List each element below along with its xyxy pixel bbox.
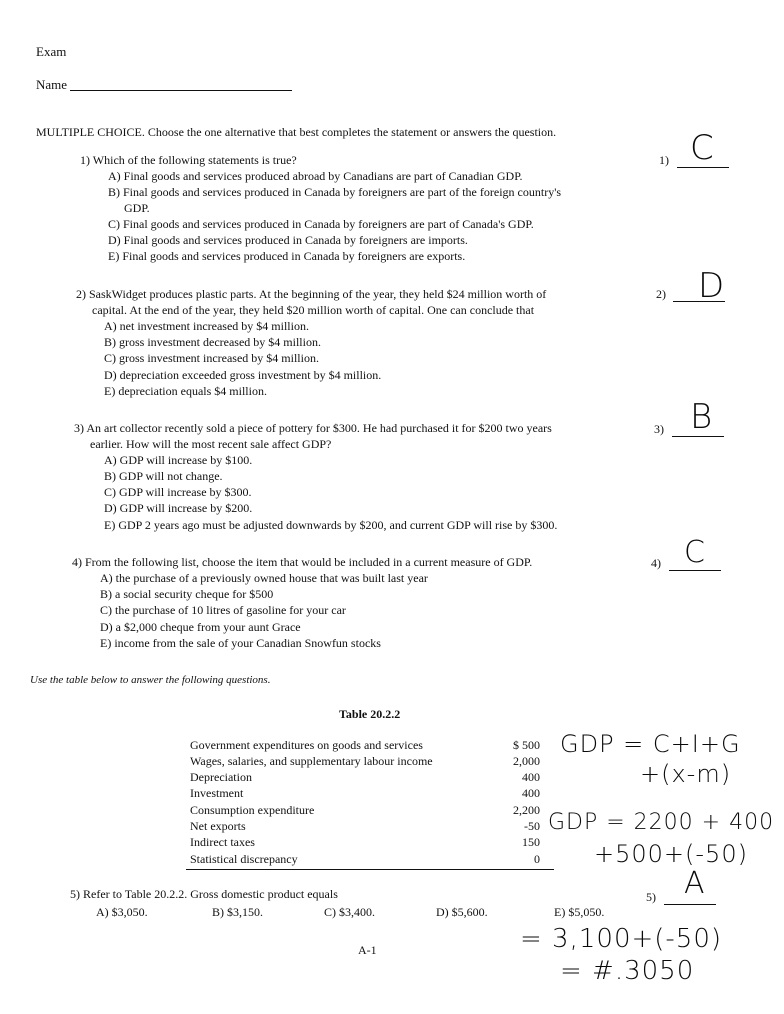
q5-handwritten-answer: A [684,866,706,901]
q5-option-e: E) $5,050. [554,905,605,919]
q3-option-a: A) GDP will increase by $100. [104,453,253,467]
table-row-value: -50 [524,819,540,833]
q1-option-d: D) Final goods and services produced in Canada by foreigners are imports. [108,233,468,247]
q3-option-e: E) GDP 2 years ago must be adjusted downwards by $200, and current GDP will rise by $300. [104,518,558,532]
q4-option-e: E) income from the sale of your Canadian Snowfun stocks [100,636,381,650]
table-row-label: Statistical discrepancy [190,852,298,866]
table-row-label: Investment [190,786,244,800]
table-row-value: 150 [522,835,540,849]
handwritten-note-gdp-formula: GDP = C+I+G [560,730,741,758]
q4-option-c: C) the purchase of 10 litres of gasoline for your car [100,603,346,617]
table-row-label: Net exports [190,819,246,833]
q4-option-d: D) a $2,000 cheque from your aunt Grace [100,620,301,634]
page-number: A-1 [358,943,377,957]
instructions: MULTIPLE CHOICE. Choose the one alternative that best completes the statement or answers the question. [36,125,557,139]
q2-option-a: A) net investment increased by $4 million. [104,319,309,333]
q4-answer-line[interactable] [669,570,721,571]
name-label: Name [36,77,68,92]
q1-number: 1) [659,153,669,167]
handwritten-note-subtotal: = 3,100+(-50) [520,924,723,954]
q2-stem-line1: 2) SaskWidget produces plastic parts. At the beginning of the year, they held $24 million worth of [76,287,547,301]
table-row-value: 400 [522,786,540,800]
q5-answer-line[interactable] [664,904,716,905]
table-bottom-rule [186,869,554,870]
q3-option-c: C) GDP will increase by $300. [104,485,252,499]
q1-option-b: B) Final goods and services produced in Canada by foreigners are part of the foreign country's [108,185,562,199]
q1-option-b-cont: GDP. [124,201,150,215]
q4-option-b: B) a social security cheque for $500 [100,587,274,601]
table-row-value: 400 [522,770,540,784]
table-row-value: 0 [534,852,540,866]
q1-handwritten-answer: C [690,128,715,168]
table-intro: Use the table below to answer the following questions. [30,674,271,686]
table-row-label: Wages, salaries, and supplementary labour income [190,754,433,768]
q3-option-b: B) GDP will not change. [104,469,223,483]
q3-handwritten-answer: B [690,397,714,437]
q5-option-a: A) $3,050. [96,905,148,919]
q1-option-c: C) Final goods and services produced in Canada by foreigners are part of Canada's GDP. [108,217,534,231]
q3-stem-line2: earlier. How will the most recent sale affect GDP? [90,437,332,451]
handwritten-note-substitution-cont: +500+(-50) [594,840,748,868]
table-row-label: Government expenditures on goods and services [190,738,423,752]
q1-option-a: A) Final goods and services produced abroad by Canadians are part of Canadian GDP. [108,169,523,183]
q5-option-c: C) $3,400. [324,905,375,919]
q4-handwritten-answer: C [684,535,706,570]
q2-option-c: C) gross investment increased by $4 million. [104,351,319,365]
q2-option-e: E) depreciation equals $4 million. [104,384,267,398]
table-row-label: Depreciation [190,770,252,784]
q2-handwritten-answer: D [698,266,726,306]
q5-option-b: B) $3,150. [212,905,263,919]
q4-option-a: A) the purchase of a previously owned house that was built last year [100,571,428,585]
q2-number: 2) [656,287,666,301]
q2-stem-line2: capital. At the end of the year, they held $20 million worth of capital. One can conclude that [92,303,535,317]
q3-stem-line1: 3) An art collector recently sold a piece of pottery for $300. He had purchased it for $200 two years [74,421,552,435]
table-row-value: 2,200 [513,803,540,817]
q2-option-b: B) gross investment decreased by $4 million. [104,335,321,349]
q5-number: 5) [646,890,656,904]
table-row-label: Consumption expenditure [190,803,315,817]
q5-option-d: D) $5,600. [436,905,488,919]
q1-option-e: E) Final goods and services produced in Canada by foreigners are exports. [108,249,466,263]
handwritten-note-net-exports: +(x-m) [640,760,732,788]
handwritten-note-total: = #.3050 [560,956,695,986]
q3-option-d: D) GDP will increase by $200. [104,501,253,515]
handwritten-note-substitution: GDP = 2200 + 400 [548,810,775,835]
q4-stem: 4) From the following list, choose the item that would be included in a current measure of GDP. [72,555,533,569]
exam-heading: Exam [36,44,67,59]
table-row-value: 2,000 [513,754,540,768]
q3-number: 3) [654,422,664,436]
q2-option-d: D) depreciation exceeded gross investment by $4 million. [104,368,382,382]
table-row-label: Indirect taxes [190,835,255,849]
table-row-value: $ 500 [513,738,540,752]
name-line[interactable] [70,90,292,91]
q1-stem: 1) Which of the following statements is true? [80,153,297,167]
q4-number: 4) [651,556,661,570]
q5-stem: 5) Refer to Table 20.2.2. Gross domestic product equals [70,887,338,901]
table-title: Table 20.2.2 [339,707,401,721]
